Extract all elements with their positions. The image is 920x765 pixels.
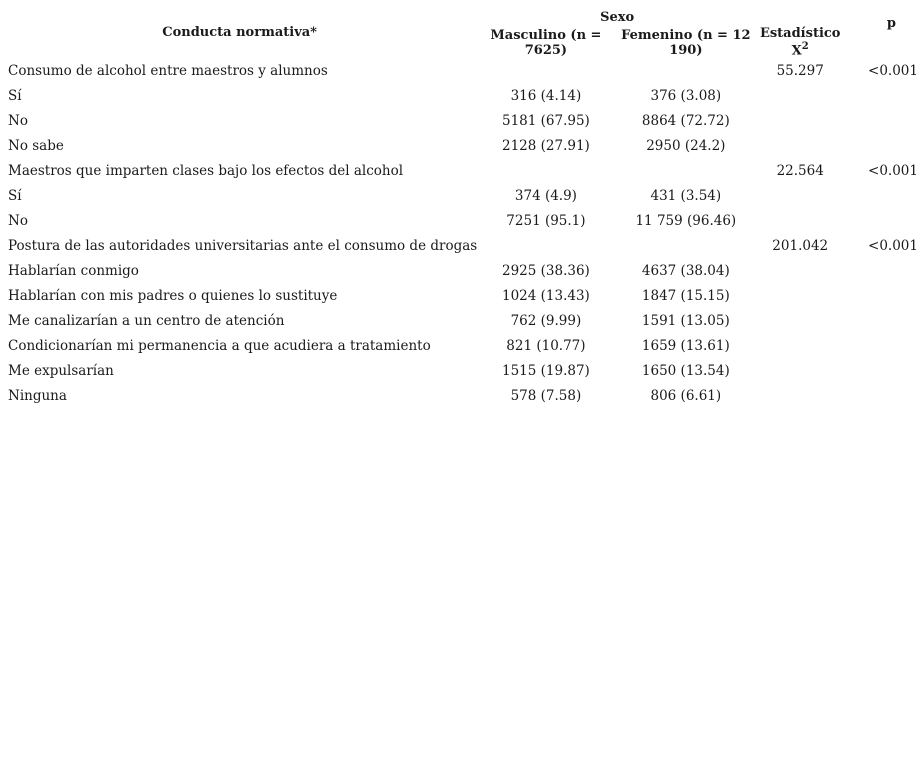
cell-p bbox=[843, 108, 920, 133]
cell-masculino: 5181 (67.95) bbox=[502, 112, 590, 129]
cell-femenino bbox=[615, 58, 757, 83]
cell-femenino: 1847 (15.15) bbox=[641, 287, 730, 304]
cell-masculino: 2128 (27.91) bbox=[502, 137, 590, 154]
table-row bbox=[2, 133, 920, 158]
cell-femenino: 11 759 (96.46) bbox=[635, 212, 737, 229]
cell-masculino: 374 (4.9) bbox=[514, 187, 577, 204]
cell-estadistico bbox=[757, 208, 843, 233]
cell-p bbox=[843, 258, 920, 283]
cell-estadistico bbox=[757, 258, 843, 283]
cell-estadistico: 55.297 bbox=[776, 62, 824, 79]
cell-masculino bbox=[477, 158, 614, 183]
cell-p bbox=[843, 183, 920, 208]
table-row bbox=[2, 258, 920, 283]
table-row bbox=[2, 58, 920, 83]
cell-masculino: 2925 (38.36) bbox=[502, 262, 590, 279]
cell-masculino: 316 (4.14) bbox=[510, 87, 582, 104]
row-label: Ninguna bbox=[8, 387, 67, 404]
cell-estadistico bbox=[757, 83, 843, 108]
cell-femenino: 8864 (72.72) bbox=[641, 112, 730, 129]
table-row bbox=[2, 333, 920, 358]
cell-femenino bbox=[615, 158, 757, 183]
cell-p bbox=[843, 333, 920, 358]
cell-p bbox=[843, 358, 920, 383]
cell-estadistico bbox=[757, 133, 843, 158]
row-label: Me expulsarían bbox=[8, 362, 114, 379]
row-label: Me canalizarían a un centro de atención bbox=[8, 312, 285, 329]
table-row bbox=[2, 83, 920, 108]
cell-p: <0.001 bbox=[868, 62, 918, 79]
table-row bbox=[2, 183, 920, 208]
cell-p bbox=[843, 133, 920, 158]
cell-femenino: 1650 (13.54) bbox=[641, 362, 730, 379]
cell-femenino: 431 (3.54) bbox=[650, 187, 722, 204]
header-estadistico: Estadístico $X^2$ bbox=[759, 25, 841, 58]
cell-femenino: 1591 (13.05) bbox=[641, 312, 730, 329]
cell-femenino bbox=[615, 233, 757, 258]
header-masculino: Masculino (n = 7625) bbox=[490, 28, 602, 58]
cell-estadistico bbox=[757, 283, 843, 308]
cell-p: <0.001 bbox=[868, 237, 918, 254]
row-label: No sabe bbox=[8, 137, 64, 154]
header-sexo: Sexo bbox=[600, 9, 635, 25]
table-body bbox=[2, 58, 920, 408]
cell-p bbox=[843, 383, 920, 408]
row-label: Hablarían con mis padres o quienes lo sustituye bbox=[8, 287, 338, 304]
row-label: No bbox=[8, 112, 28, 129]
cell-p bbox=[843, 308, 920, 333]
row-label: Maestros que imparten clases bajo los efectos del alcohol bbox=[8, 162, 404, 179]
cell-masculino bbox=[477, 233, 614, 258]
row-label: Postura de las autoridades universitarias ante el consumo de drogas bbox=[8, 237, 478, 254]
cell-masculino: 762 (9.99) bbox=[510, 312, 582, 329]
row-label: Sí bbox=[8, 87, 22, 104]
cell-estadistico bbox=[757, 333, 843, 358]
cell-masculino: 1024 (13.43) bbox=[502, 287, 590, 304]
cell-femenino: 4637 (38.04) bbox=[641, 262, 730, 279]
cell-p bbox=[843, 208, 920, 233]
results-table bbox=[2, 6, 920, 408]
table-row bbox=[2, 158, 920, 183]
cell-estadistico bbox=[757, 183, 843, 208]
table-row bbox=[2, 108, 920, 133]
row-label: Condicionarían mi permanencia a que acudiera a tratamiento bbox=[8, 337, 431, 354]
cell-masculino bbox=[477, 58, 614, 83]
cell-femenino: 2950 (24.2) bbox=[646, 137, 726, 154]
header-femenino: Femenino (n = 12 190) bbox=[621, 28, 751, 58]
cell-masculino: 1515 (19.87) bbox=[502, 362, 590, 379]
cell-p bbox=[843, 283, 920, 308]
cell-estadistico bbox=[757, 358, 843, 383]
cell-femenino: 1659 (13.61) bbox=[641, 337, 730, 354]
cell-estadistico bbox=[757, 383, 843, 408]
cell-masculino: 578 (7.58) bbox=[510, 387, 582, 404]
cell-estadistico: 22.564 bbox=[776, 162, 824, 179]
table-row bbox=[2, 283, 920, 308]
cell-femenino: 376 (3.08) bbox=[650, 87, 722, 104]
row-label: Consumo de alcohol entre maestros y alumnos bbox=[8, 62, 328, 79]
table-row bbox=[2, 208, 920, 233]
cell-masculino: 7251 (95.1) bbox=[506, 212, 586, 229]
cell-estadistico bbox=[757, 308, 843, 333]
cell-masculino: 821 (10.77) bbox=[506, 337, 586, 354]
cell-estadistico: 201.042 bbox=[772, 237, 829, 254]
row-label: Sí bbox=[8, 187, 22, 204]
header-p: p bbox=[886, 16, 896, 31]
table-row bbox=[2, 308, 920, 333]
cell-p: <0.001 bbox=[868, 162, 918, 179]
cell-p bbox=[843, 83, 920, 108]
table-row bbox=[2, 233, 920, 258]
header-conducta: Conducta normativa* bbox=[162, 24, 317, 40]
cell-femenino: 806 (6.61) bbox=[650, 387, 722, 404]
table-row bbox=[2, 383, 920, 408]
cell-estadistico bbox=[757, 108, 843, 133]
row-label: Hablarían conmigo bbox=[8, 262, 139, 279]
row-label: No bbox=[8, 212, 28, 229]
table-row bbox=[2, 358, 920, 383]
